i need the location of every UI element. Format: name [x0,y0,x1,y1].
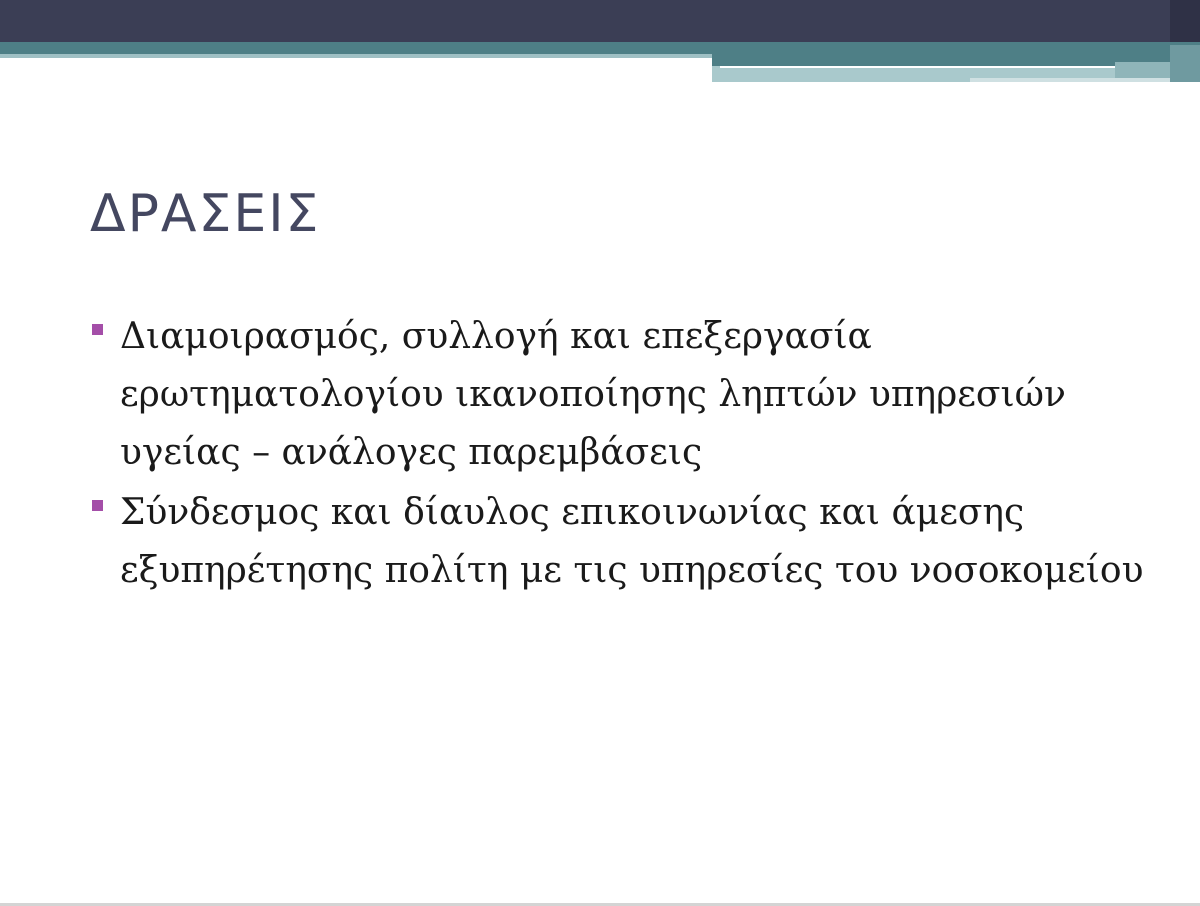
banner-right-column [1170,45,1200,82]
banner-dark-corner [1170,0,1200,45]
banner-highlight-line [720,66,1115,68]
slide-title: ΔΡΑΣΕΙΣ [90,184,321,244]
square-bullet-icon [92,500,103,511]
bullet-item [92,308,1152,482]
banner-teal-thin-band [0,54,712,58]
square-bullet-icon [92,324,103,335]
banner-teal-band [0,42,1200,54]
bullet-text: Σύνδεσμος και δίαυλος επικοινωνίας και άμεσης εξυπηρέτησης πολίτη με τις υπηρεσίες του νοσοκομείου [120,492,1144,591]
banner-lower-strip [970,78,1200,82]
banner-dark-band [0,0,1170,42]
bullet-list [92,308,1152,602]
bullet-text: Διαμοιρασμός, συλλογή και επεξεργασία ερωτηματολογίου ικανοποίησης ληπτών υπηρεσιών υγείας – ανάλογες παρεμβάσεις [120,316,1066,473]
bullet-item [92,484,1152,600]
